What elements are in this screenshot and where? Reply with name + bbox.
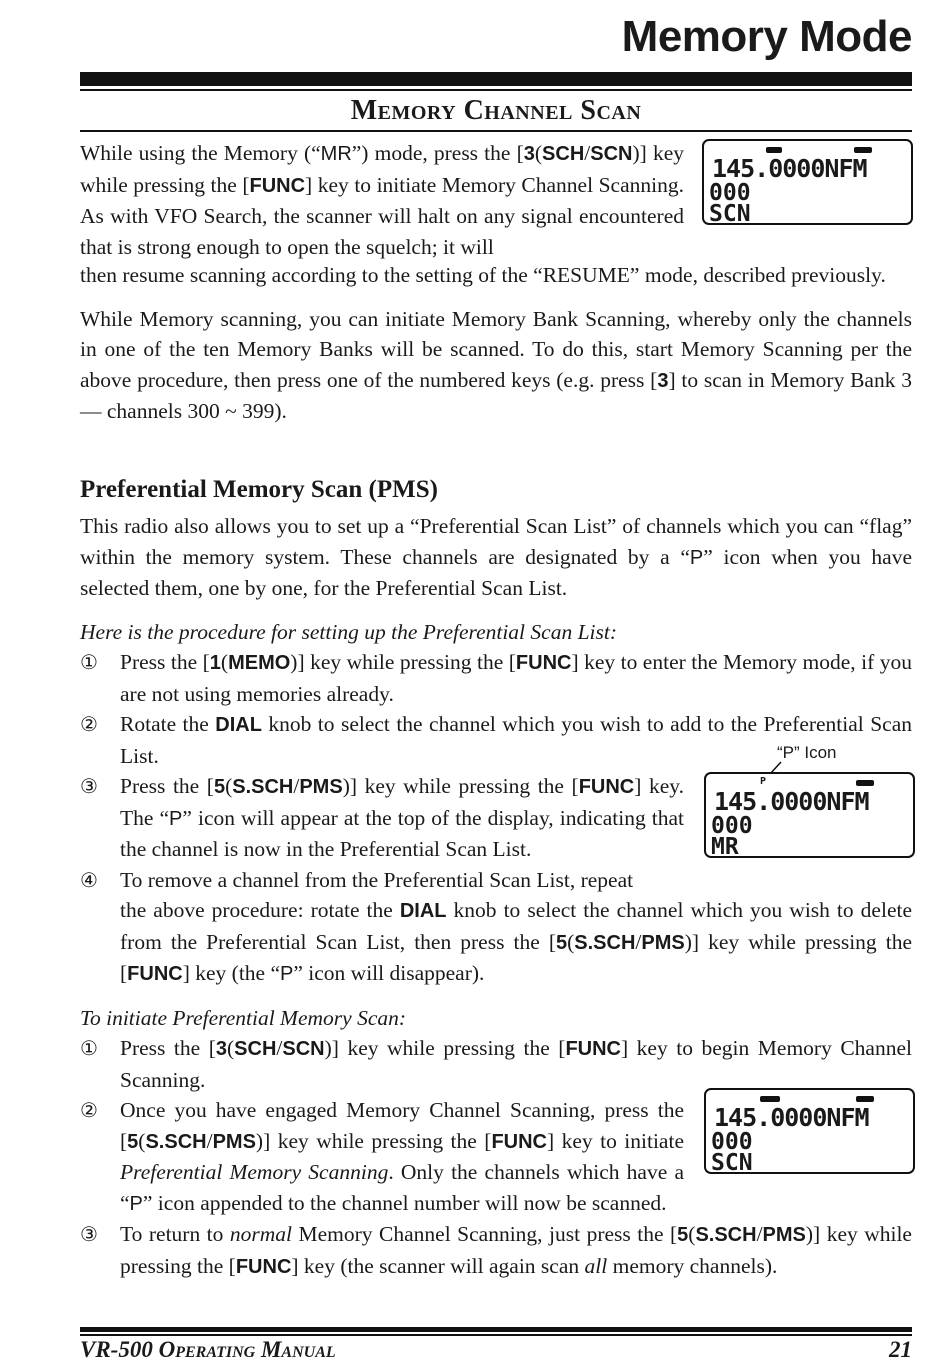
pms-paragraph: This radio also allows you to set up a “Preferential Scan List” of channels which you can “flag” within the memory system. These channels are designated by a “P” icon when you have selected them, one by one, for the Preferential Scan List. (80, 514, 912, 600)
page-title: Memory Mode (621, 12, 912, 61)
lcd-channel: 000 (711, 1129, 753, 1155)
lcd-frequency: 145.0000NFM (714, 787, 869, 816)
manual-title: VR-500 Operating Manual (80, 1337, 336, 1362)
setup-step-1: ① Press the [1(MEMO)] key while pressing the [FUNC] key to enter the Memory mode, if you are not using memories already. (80, 647, 912, 709)
setup-step-2: ② Rotate the DIAL knob to select the channel which you wish to add to the Preferential Scan List. (80, 709, 912, 771)
initiate-step-2: ② Once you have engaged Memory Channel Scanning, press the [5(S.SCH/PMS)] key while pressing the [FUNC] key to initiate Preferential Memory Scanning. Only the channels which have a “P” icon appended to the channel number will now be scanned. (80, 1095, 912, 1219)
p-icon-callout: “P” Icon (777, 743, 837, 762)
lcd-frequency: 145.0000NFM (714, 1103, 869, 1132)
header-rule-thin (80, 89, 912, 91)
intro-paragraph-2: While Memory scanning, you can initiate Memory Bank Scanning, whereby only the channels in one of the ten Memory Banks will be scanned. To do this, start Memory Scanning per the above procedure, then press one of the numbered keys (e.g. press [3] to scan in Memory Bank 3 — channels 300 ~ 399). (80, 306, 912, 423)
section-rule (80, 130, 912, 132)
lcd-mode: MR (711, 834, 739, 860)
lcd-frequency: 145.0000NFM (712, 154, 867, 183)
battery-icon (856, 780, 874, 786)
step-number: ② (80, 712, 98, 736)
footer-rule-thin (80, 1334, 912, 1336)
setup-step-3: ③ Press the [5(S.SCH/PMS)] key while pressing the [FUNC] key. The “P” icon will appear at the top of the display, indicating that the channel is now in the Preferential Scan List. (80, 771, 912, 865)
intro-paragraph-1: While using the Memory (“MR”) mode, press the [3(SCH/SCN)] key while pressing the [FUNC] key to initiate Memory Channel Scanning. As with VFO Search, the scanner will halt on any signal encountered that is strong enough to open the squelch; it will (80, 141, 684, 259)
section-title: Memory Channel Scan (350, 95, 642, 126)
step-number: ① (80, 1036, 98, 1060)
initiate-label: To initiate Preferential Memory Scan: (80, 1005, 407, 1030)
lcd-channel: 000 (709, 180, 751, 206)
intro-block (80, 138, 912, 427)
pms-indicator-icon (760, 1096, 780, 1102)
pms-heading: Preferential Memory Scan (PMS) (80, 476, 438, 503)
lcd-display-pms-scan (704, 1088, 915, 1174)
step-number: ③ (80, 1222, 98, 1246)
lcd-mode: SCN (709, 201, 751, 227)
page-number: 21 (889, 1337, 912, 1362)
lcd-channel: 000 (711, 813, 753, 839)
p-icon: P (760, 776, 767, 787)
lcd-display-memory (704, 772, 915, 858)
step-number: ③ (80, 774, 98, 798)
battery-icon (856, 1096, 874, 1102)
intro-paragraph-1-cont: then resume scanning according to the setting of the “RESUME” mode, described previously. (80, 263, 886, 287)
setup-label: Here is the procedure for setting up the Preferential Scan List: (80, 619, 618, 644)
step-number: ② (80, 1098, 98, 1122)
initiate-step-1: ① Press the [3(SCH/SCN)] key while pressing the [FUNC] key to begin Memory Channel Scanning. (80, 1033, 912, 1095)
initiate-step-3: ③ To return to normal Memory Channel Scanning, just press the [5(S.SCH/PMS)] key while pressing the [FUNC] key (the scanner will again scan all memory channels). (80, 1219, 912, 1282)
step-number: ① (80, 650, 98, 674)
lcd-mode: SCN (711, 1150, 753, 1176)
footer-rule (80, 1327, 912, 1332)
step-number: ④ (80, 867, 98, 892)
header-rule (80, 72, 912, 86)
setup-step-4: ④ To remove a channel from the Preferential Scan List, repeat the above procedure: rotate the DIAL knob to select the channel which you wish to delete from the Preferential Scan List, then press the [5(S.SCH/PMS)] key while pressing the [FUNC] key (the “P” icon will disappear). (80, 865, 912, 990)
